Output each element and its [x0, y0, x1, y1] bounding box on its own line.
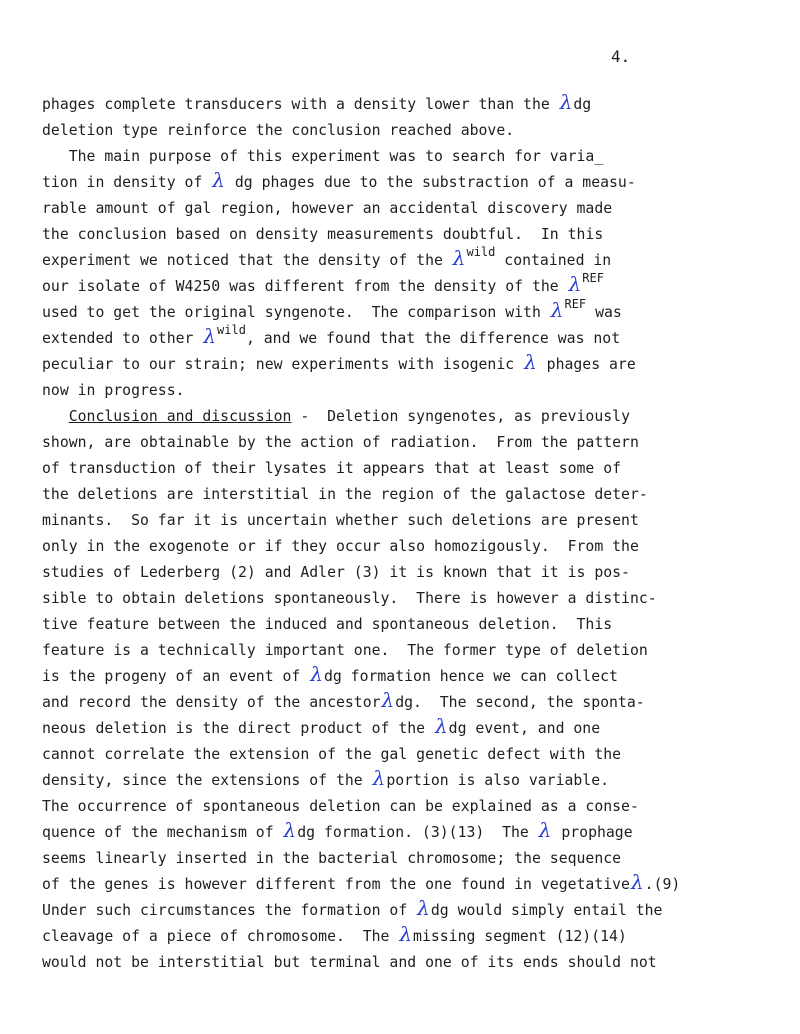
text-line: only in the exogenote or if they occur also homozigously. From the — [42, 538, 639, 555]
text-line: now in progress. — [42, 382, 185, 399]
text-line: feature is a technically important one. The former type of deletion — [42, 642, 648, 659]
lambda-symbol: λ — [434, 714, 448, 738]
section-heading: Conclusion and discussion — [68, 408, 292, 425]
text-line: The main purpose of this experiment was to search for varia_ — [42, 148, 604, 165]
text-segment: quence of the mechanism of — [42, 824, 283, 841]
text-segment: our isolate of W4250 was different from the density of the — [42, 278, 568, 295]
text-line: shown, are obtainable by the action of radiation. From the pattern — [42, 434, 639, 451]
text-line — [42, 297, 622, 323]
text-line — [42, 688, 645, 713]
lambda-symbol: λ — [630, 870, 644, 894]
text-line — [42, 323, 621, 349]
lambda-symbol: λ — [568, 272, 582, 296]
text-segment: prophage — [552, 824, 633, 841]
text-segment: density, since the extensions of the — [42, 772, 372, 789]
lambda-symbol: λ — [417, 896, 430, 920]
lambda-symbol: λ — [381, 688, 395, 712]
text-segment: peculiar to our strain; new experiments with isogenic — [42, 356, 524, 373]
text-segment: .(9) — [644, 876, 681, 893]
text-segment: - Deletion syngenotes, as previously — [291, 408, 630, 425]
text-segment: experiment we noticed that the density of the — [42, 252, 452, 269]
text-line — [42, 922, 627, 947]
text-segment: dg phages due to the substraction of a measu- — [225, 174, 636, 191]
superscript: wild — [466, 245, 496, 259]
text-line: seems linearly inserted in the bacterial chromosome; the sequence — [42, 850, 622, 867]
text-segment: dg formation. (3)(13) The — [297, 824, 538, 841]
text-line: would not be interstitial but terminal and one of its ends should not — [42, 954, 657, 971]
text-line — [42, 896, 663, 921]
text-segment: dg. The second, the sponta- — [395, 694, 645, 711]
page-number: 4. — [611, 47, 631, 66]
text-line — [42, 350, 636, 375]
superscript: REF — [564, 297, 587, 311]
text-segment: , and we found that the difference was not — [245, 330, 621, 347]
lambda-symbol: λ — [452, 246, 466, 270]
text-line: of transduction of their lysates it appears that at least some of — [42, 460, 622, 477]
text-segment: contained in — [495, 252, 612, 269]
text-line: sible to obtain deletions spontaneously. There is however a distinc- — [42, 590, 657, 607]
lambda-symbol: λ — [550, 298, 564, 322]
lambda-symbol: λ — [538, 818, 552, 842]
text-segment: extended to other — [42, 330, 203, 347]
text-line — [42, 245, 612, 271]
text-line — [42, 407, 630, 427]
text-line: studies of Lederberg (2) and Adler (3) it is known that it is pos- — [42, 564, 630, 581]
text-line: the conclusion based on density measurements doubtful. In this — [42, 226, 604, 243]
text-segment: is the progeny of an event of — [42, 668, 310, 685]
text-line — [42, 714, 601, 739]
text-segment: used to get the original syngenote. The comparison with — [42, 304, 550, 321]
lambda-symbol: λ — [283, 818, 297, 842]
text-segment: Under such circumstances the formation of — [42, 902, 417, 919]
text-line — [42, 90, 592, 115]
text-segment: portion is also variable. — [386, 772, 610, 789]
text-segment: cleavage of a piece of chromosome. The — [42, 928, 399, 945]
text-line — [42, 766, 610, 791]
lambda-symbol: λ — [310, 662, 323, 686]
lambda-symbol: λ — [212, 168, 225, 192]
text-line: the deletions are interstitial in the region of the galactose deter- — [42, 486, 648, 503]
text-line: The occurrence of spontaneous deletion can be explained as a conse- — [42, 798, 639, 815]
superscript: wild — [217, 323, 246, 337]
text-line: tive feature between the induced and spontaneous deletion. This — [42, 616, 613, 633]
text-segment: dg event, and one — [448, 720, 601, 737]
lambda-symbol: λ — [203, 324, 217, 348]
text-line: cannot correlate the extension of the gal genetic defect with the — [42, 746, 622, 763]
text-segment: neous deletion is the direct product of the — [42, 720, 434, 737]
text-line — [42, 870, 681, 895]
text-segment: tion in density of — [42, 174, 212, 191]
text-segment: of the genes is however different from the one found in vegetative — [42, 876, 630, 893]
lambda-symbol: λ — [559, 90, 573, 114]
text-segment: was — [586, 304, 622, 321]
text-segment: missing segment (12)(14) — [413, 928, 627, 945]
text-line: rable amount of gal region, however an accidental discovery made — [42, 200, 613, 217]
lambda-symbol: λ — [524, 350, 537, 374]
text-segment: dg would simply entail the — [430, 902, 663, 919]
text-line — [42, 662, 618, 687]
text-segment: dg formation hence we can collect — [323, 668, 618, 685]
lambda-symbol: λ — [399, 922, 413, 946]
text-segment: dg — [573, 96, 592, 113]
text-segment: phages complete transducers with a density lower than the — [42, 96, 559, 113]
superscript: REF — [582, 271, 604, 285]
text-line — [42, 168, 636, 193]
text-segment: phages are — [537, 356, 636, 373]
text-line: minants. So far it is uncertain whether such deletions are present — [42, 512, 639, 529]
text-segment: and record the density of the ancestor — [42, 694, 381, 711]
text-line: deletion type reinforce the conclusion reached above. — [42, 122, 515, 139]
text-line — [42, 271, 604, 297]
lambda-symbol: λ — [372, 766, 386, 790]
text-line — [42, 818, 633, 843]
